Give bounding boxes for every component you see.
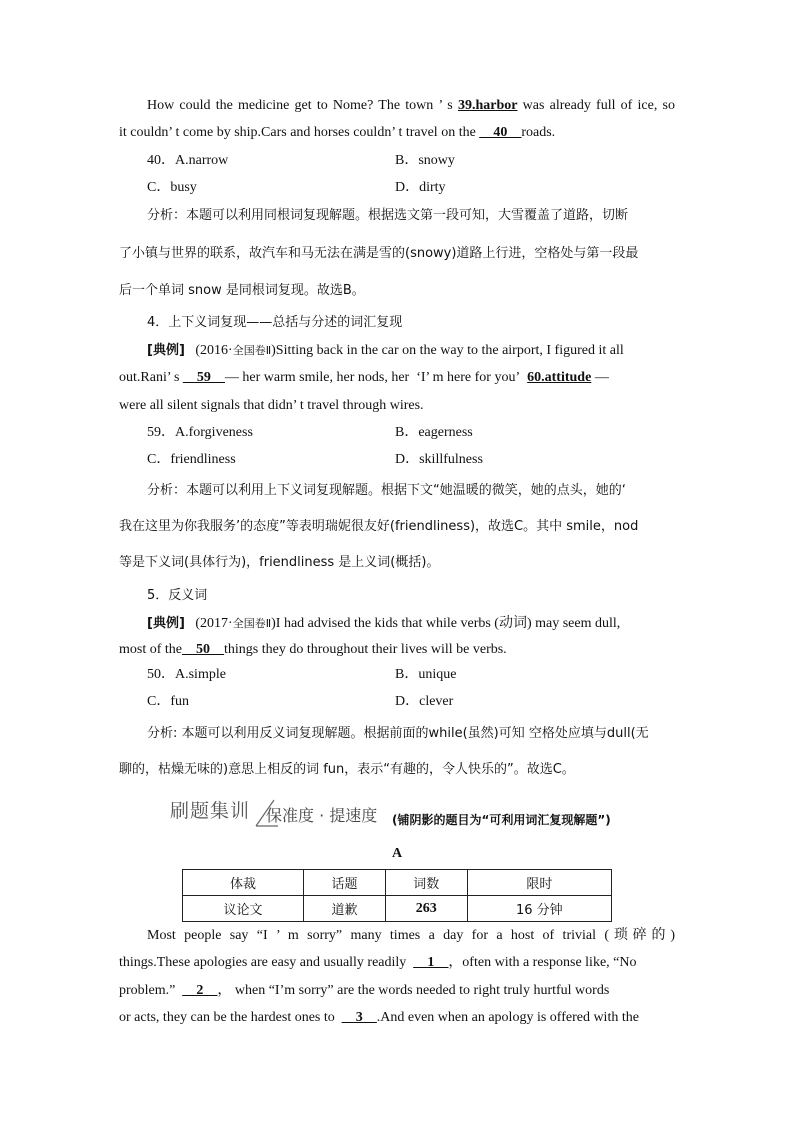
option-a: 59．A.forgiveness: [147, 425, 253, 440]
table-header: 话题: [304, 870, 386, 896]
example-line: [典例] (2016·全国卷Ⅱ)Sitting back in the car on the way to the airport, I figured it all: [147, 343, 624, 358]
option-d: D．dirty: [395, 180, 446, 195]
option-c: C．fun: [147, 694, 189, 709]
option-c: C．friendliness: [147, 452, 236, 467]
option-c: C．busy: [147, 180, 197, 195]
example-line: out.Rani’ s __59__— her warm smile, her nods, her ‘I’ m here for you’ 60.attitude —: [119, 370, 609, 385]
option-b: B．unique: [395, 667, 457, 682]
passage-info-table: [182, 869, 612, 922]
analysis-text: 等是下义词(具体行为)，friendliness 是上义词(概括)。: [119, 555, 440, 570]
option-b: B．eagerness: [395, 425, 473, 440]
table-header: 词数: [385, 870, 467, 896]
analysis-text: 分析：本题可以利用上下义词复现解题。根据下文“她温暖的微笑，她的点头，她的‘: [147, 483, 626, 498]
table-cell: 263: [385, 896, 467, 922]
blank-3: __3__: [341, 1010, 377, 1025]
passage-line: things.These apologies are easy and usually readily __1__，often with a response like, “No: [119, 955, 637, 970]
analysis-text: 后一个单词 snow 是同根词复现。故选B。: [119, 283, 365, 298]
passage-label: A: [391, 846, 403, 861]
passage-line: Most people say “I ’ m sorry” many times a day for a host of trivial (琐碎的): [147, 928, 675, 943]
section-heading: 5．反义词: [147, 588, 208, 603]
passage-line: problem.” __2__， when “I’m sorry” are the words needed to right truly hurtful words: [119, 983, 610, 998]
option-b: B．snowy: [395, 153, 455, 168]
passage-line: or acts, they can be the hardest ones to __3__.And even when an apology is offered with the: [119, 1010, 639, 1025]
option-a: 40．A.narrow: [147, 153, 229, 168]
blank-1: __1__: [413, 955, 449, 970]
analysis-text: 分析: 本题可以利用反义词复现解题。根据前面的while(虽然)可知 空格处应填与dull(无: [147, 726, 649, 741]
example-line: were all silent signals that didn’ t travel through wires.: [119, 398, 424, 413]
text-line: it couldn’ t come by ship.Cars and horses couldn’ t travel on the __40__roads.: [119, 125, 556, 140]
banner-title: 刷题集训: [170, 800, 251, 822]
table-header: 体裁: [183, 870, 304, 896]
example-line: [典例] (2017·全国卷Ⅱ)I had advised the kids that while verbs (动词) may seem dull,: [147, 616, 621, 631]
text-line: How could the medicine get to Nome? The town ’ s 39.harbor was already full of ice, so: [147, 98, 676, 113]
analysis-text: 我在这里为你我服务’的态度”等表明瑞妮很友好(friendliness)，故选C。其中 smile，nod: [119, 519, 639, 534]
table-header: 限时: [467, 870, 611, 896]
banner-subtitle: 保准度 · 提速度: [266, 806, 378, 825]
blank-59: __59__: [182, 370, 225, 385]
banner-note: (铺阴影的题目为“可利用词汇复现解题”): [392, 813, 611, 827]
blank-39: 39.harbor: [457, 98, 518, 113]
table-header-row: [183, 870, 612, 896]
section-heading: 4．上下义词复现——总括与分述的词汇复现: [147, 315, 403, 330]
blank-50: __50__: [182, 642, 224, 657]
example-line: most of the__50__things they do throughout their lives will be verbs.: [119, 642, 507, 657]
analysis-text: 分析：本题可以利用同根词复现解题。根据选文第一段可知，大雪覆盖了道路，切断: [147, 208, 629, 223]
table-cell: 议论文: [183, 896, 304, 922]
option-d: D．clever: [395, 694, 454, 709]
analysis-text: 聊的，枯燥无味的)意思上相反的词 fun，表示“有趣的，令人快乐的”。故选C。: [119, 762, 575, 777]
blank-40: __40__: [479, 125, 522, 140]
analysis-text: 了小镇与世界的联系，故汽车和马无法在满是雪的(snowy)道路上行进，空格处与第一段最: [119, 246, 639, 261]
blank-60: 60.attitude: [527, 370, 592, 385]
blank-2: __2__: [182, 983, 218, 998]
option-d: D．skillfulness: [395, 452, 483, 467]
table-cell: 16 分钟: [467, 896, 611, 922]
option-a: 50．A.simple: [147, 667, 226, 682]
table-cell: 道歉: [304, 896, 386, 922]
practice-banner: [160, 794, 680, 834]
table-row: [183, 896, 612, 922]
